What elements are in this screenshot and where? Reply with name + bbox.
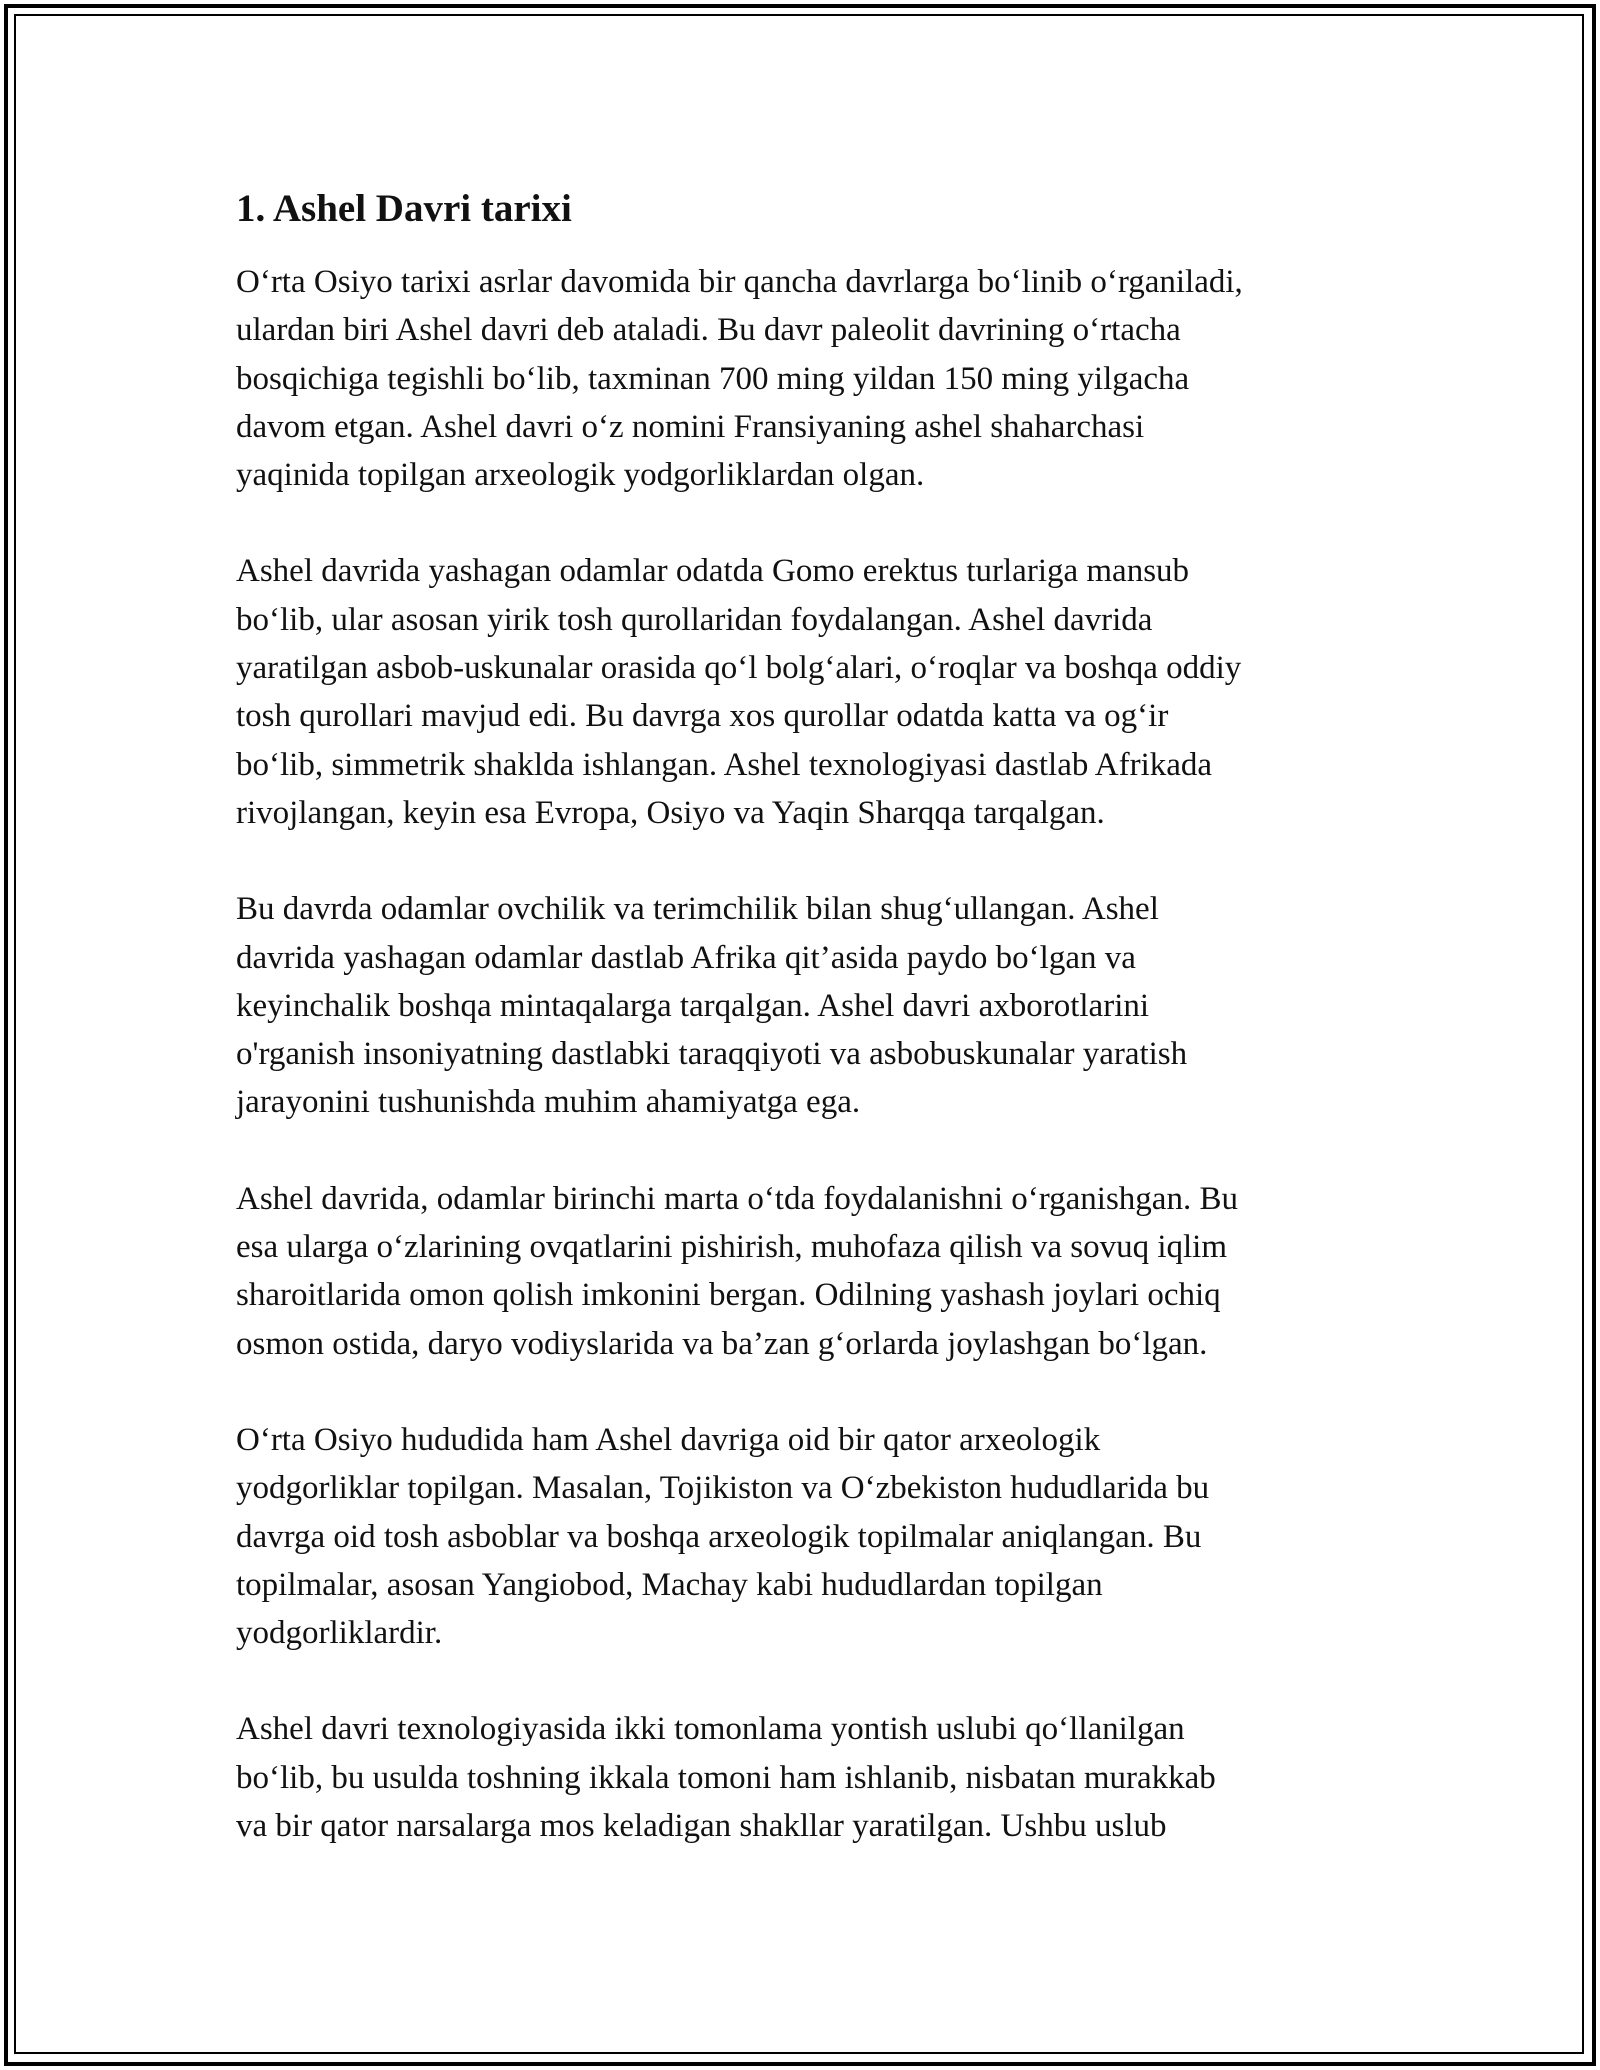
paragraph-1: O‘rta Osiyo tarixi asrlar davomida bir qancha davrlarga bo‘linib o‘rganiladi, ulardan biri Ashel davri deb ataladi. Bu davr paleolit davrining o‘rtacha bosqichiga tegishli bo‘lib, taxminan 700 ming yildan 150 ming yilgacha davom etgan. Ashel davri o‘z nomini Fransiyaning ashel shaharchasi yaqinida topilgan arxeologik yodgorliklardan olgan.: [236, 264, 1243, 494]
paragraph-2: Ashel davrida yashagan odamlar odatda Gomo erektus turlariga mansub bo‘lib, ular asosan yirik tosh qurollaridan foydalangan. Ashel davrida yaratilgan asbob-uskunalar orasida qo‘l bolg‘alari, o‘roqlar va boshqa oddiy tosh qurollari mavjud edi. Bu davrga xos qurollar odatda katta va og‘ir bo‘lib, simmetrik shaklda ishlangan. Ashel texnologiyasi dastlab Afrikada rivojlangan, keyin esa Evropa, Osiyo va Yaqin Sharqqa tarqalgan.: [236, 553, 1242, 831]
document-page: [236, 186, 1366, 1898]
paragraph-4: Ashel davrida, odamlar birinchi marta o‘tda foydalanishni o‘rganishgan. Bu esa ularga o‘zlarining ovqatlarini pishirish, muhofaza qilish va sovuq iqlim sharoitlarida omon qolish imkonini bergan. Odilning yashash joylari ochiq osmon ostida, daryo vodiyslarida va ba’zan g‘orlarda joylashgan bo‘lgan.: [236, 1180, 1238, 1362]
section-heading: 1. Ashel Davri tarixi: [236, 187, 572, 230]
paragraph-6: Ashel davri texnologiyasida ikki tomonlama yontish uslubi qo‘llanilgan bo‘lib, bu usulda toshning ikkala tomoni ham ishlanib, nisbatan murakkab va bir qator narsalarga mos keladigan shakllar yaratilgan. Ushbu uslub: [236, 1711, 1216, 1845]
paragraph-3: Bu davrda odamlar ovchilik va terimchilik bilan shug‘ullangan. Ashel davrida yashagan odamlar dastlab Afrika qit’asida paydo bo‘lgan va keyinchalik boshqa mintaqalarga tarqalgan. Ashel davri axborotlarini o'rganish insoniyatning dastlabki taraqqiyoti va asbobuskunalar yaratish jarayonini tushunishda muhim ahamiyatga ega.: [236, 891, 1188, 1121]
paragraph-5: O‘rta Osiyo hududida ham Ashel davriga oid bir qator arxeologik yodgorliklar topilgan. Masalan, Tojikiston va O‘zbekiston hududlarida bu davrga oid tosh asboblar va boshqa arxeologik topilmalar aniqlangan. Bu topilmalar, asosan Yangiobod, Machay kabi hududlardan topilgan yodgorliklardir.: [236, 1421, 1210, 1652]
